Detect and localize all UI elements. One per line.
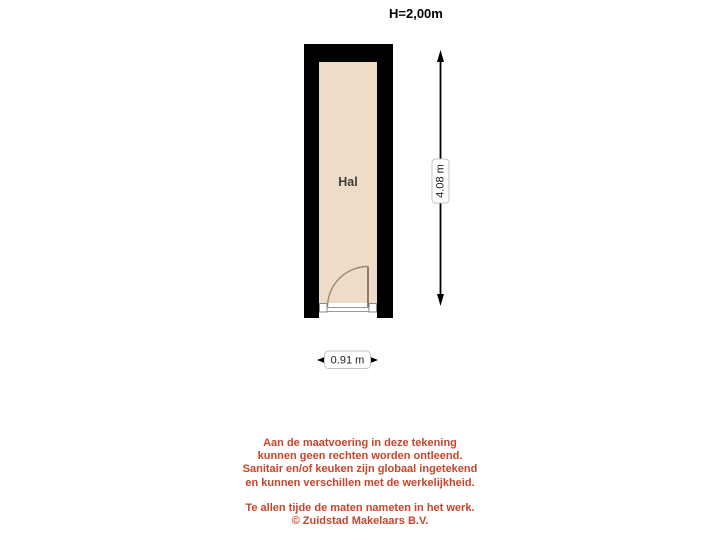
dimension-width-label: 0.91 m (330, 354, 365, 367)
dimension-height (432, 50, 449, 306)
arrow-up-icon (437, 50, 444, 62)
door-jamb-right (369, 304, 377, 313)
arrow-down-icon (437, 294, 444, 306)
disclaimer-text (0, 437, 720, 528)
disclaimer-line: Sanitair en/of keuken zijn globaal ingetekend (242, 463, 478, 476)
ceiling-height-label: H=2,00m (389, 6, 443, 21)
disclaimer-paragraph-2 (0, 502, 720, 528)
dimension-height-label: 4.08 m (434, 164, 447, 198)
disclaimer-paragraph-1 (0, 437, 720, 490)
room-label: Hal (338, 175, 358, 189)
disclaimer-line: en kunnen verschillen met de werkelijkheid. (245, 476, 475, 489)
copyright-line: © Zuidstad Makelaars B.V. (291, 515, 429, 528)
door-jamb-left (320, 304, 328, 313)
disclaimer-line: Te allen tijde de maten nameten in het werk. (245, 501, 475, 514)
disclaimer-line: Aan de maatvoering in deze tekening (263, 437, 457, 449)
dimension-width (317, 351, 378, 369)
disclaimer-line: kunnen geen rechten worden ontleend. (257, 450, 463, 463)
